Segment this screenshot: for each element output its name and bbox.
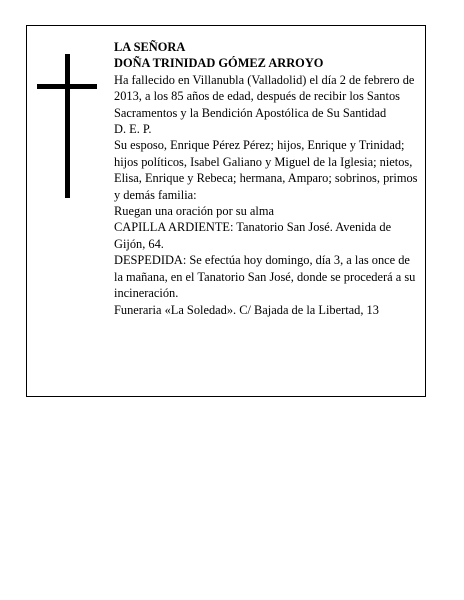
prayer-request: Ruegan una oración por su alma xyxy=(114,204,274,219)
funeral-home: Funeraria «La Soledad». C/ Bajada de la Libertad, 13 xyxy=(114,302,379,317)
cross-vertical-bar xyxy=(65,54,70,198)
family-list: Su esposo, Enrique Pérez Pérez; hijos, Enrique y Trinidad; hijos políticos, Isabel Galiano y Miguel de la Iglesia; nietos, Elisa, Enrique y Rebeca; hermana, Amparo; sobrinos, primos y demás familia: xyxy=(114,138,418,202)
rest-in-peace-text: D. E. P. xyxy=(114,122,152,137)
obituary-notice xyxy=(26,25,426,397)
funeral-chapel-details: CAPILLA ARDIENTE: Tanatorio San José. Avenida de Gijón, 64. xyxy=(114,220,392,251)
death-statement: Ha fallecido en Villanubla (Valladolid) el día 2 de febrero de 2013, a los 85 años de edad, después de recibir los Santos Sacramentos y la Bendición Apostólica de Su Santidad xyxy=(114,72,415,120)
deceased-name: DOÑA TRINIDAD GÓMEZ ARROYO xyxy=(114,56,324,71)
honorific-title: LA SEÑORA xyxy=(114,40,186,54)
obituary-text xyxy=(114,39,420,318)
cross-horizontal-bar xyxy=(37,84,97,89)
cross-icon xyxy=(37,54,97,198)
farewell-details: DESPEDIDA: Se efectúa hoy domingo, día 3, a las once de la mañana, en el Tanatorio San José, donde se procederá a su incineración. xyxy=(114,253,416,301)
